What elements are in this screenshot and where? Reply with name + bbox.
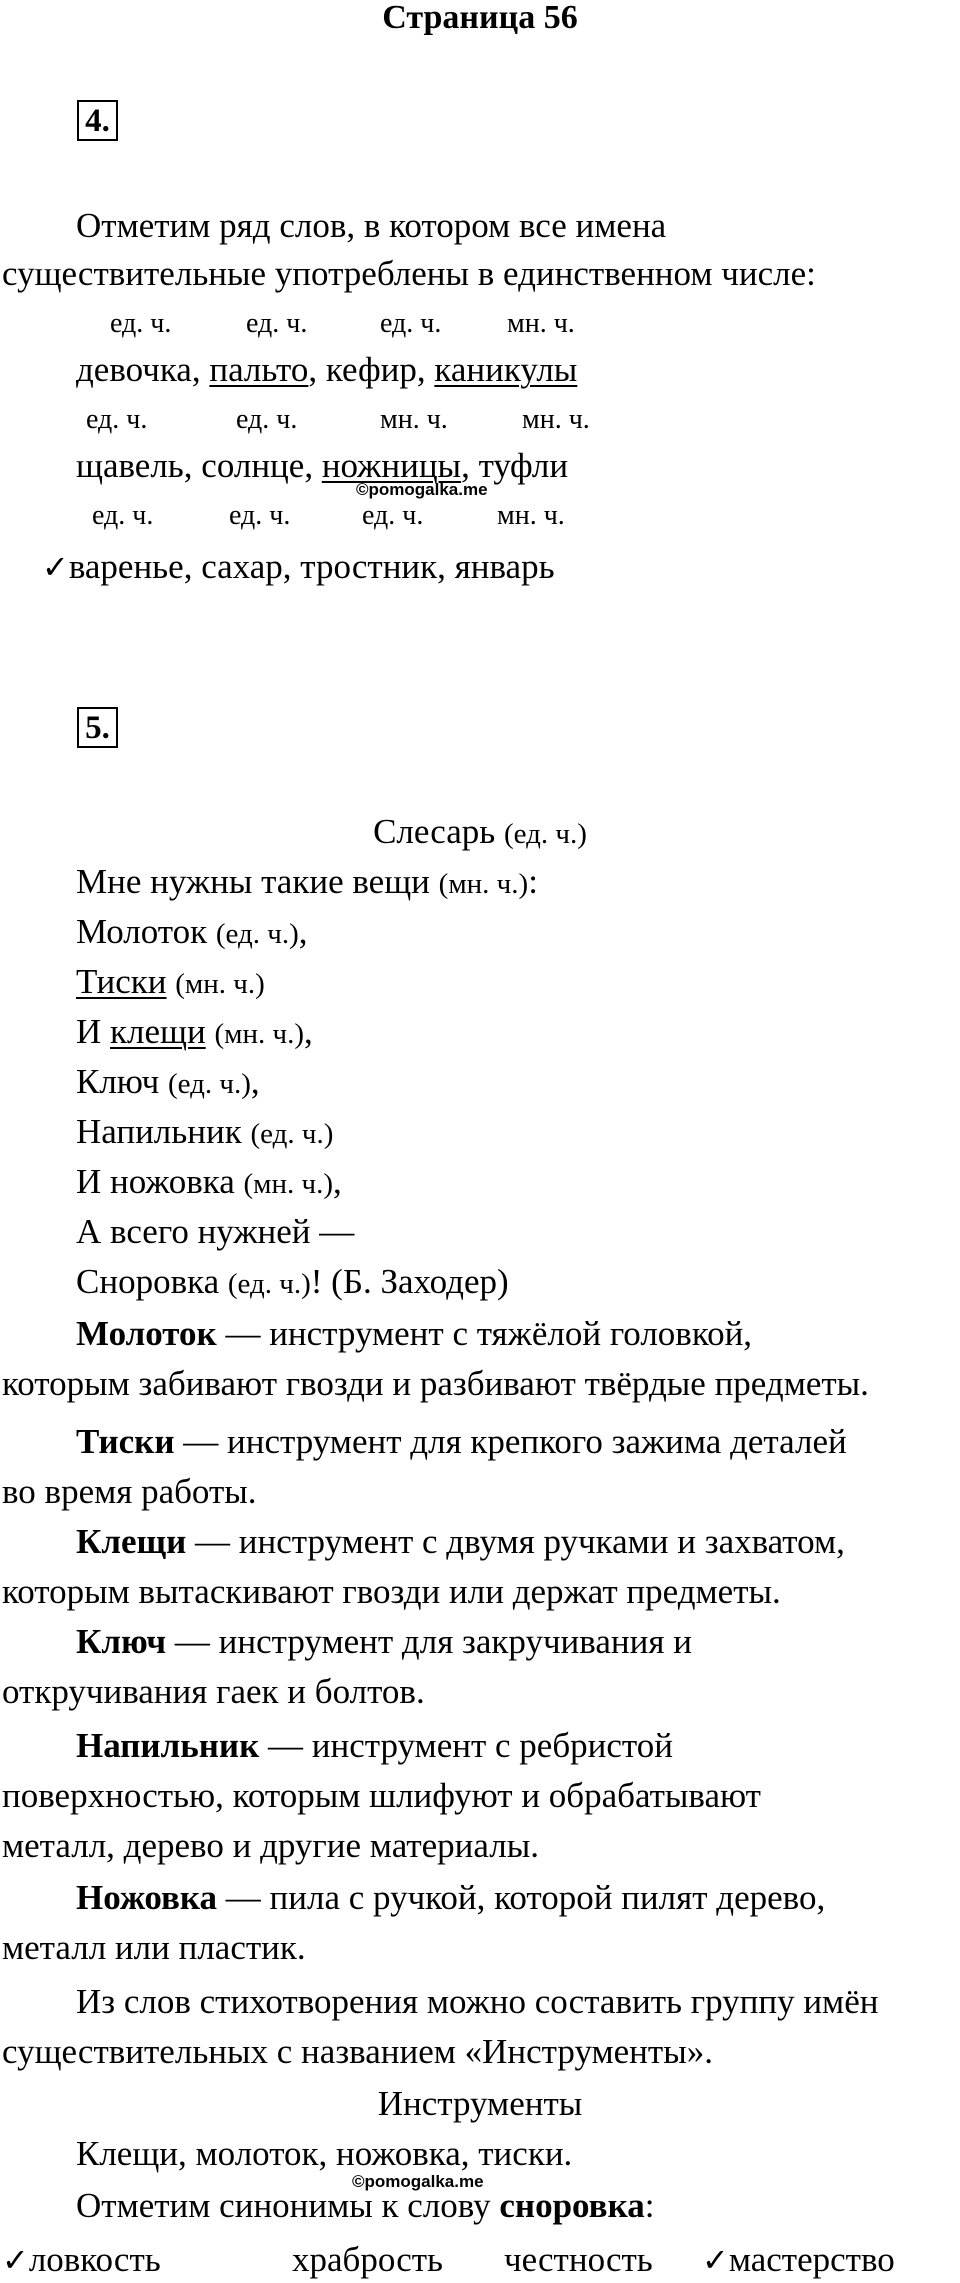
watermark: ©pomogalka.me bbox=[352, 2172, 484, 2191]
option: честность bbox=[504, 2240, 653, 2279]
word: варенье bbox=[68, 547, 184, 586]
task4-row3-label-2: ед. ч. bbox=[229, 500, 291, 531]
poem-line-7: И ножовка (мн. ч.), bbox=[76, 1162, 342, 1201]
checkmark-icon: ✓ bbox=[702, 2241, 729, 2279]
def-molotok-2: которым забивают гвозди и разбивают твёрдые предметы. bbox=[2, 1364, 869, 1403]
task4-row1: девочка, пальто, кефир, каникулы bbox=[76, 350, 578, 389]
option: храбрость bbox=[292, 2240, 444, 2279]
poem-line-3: Тиски (мн. ч.) bbox=[76, 962, 265, 1001]
watermark: ©pomogalka.me bbox=[356, 480, 488, 499]
def-nozhovka-1: Ножовка — пила с ручкой, которой пилят дерево, bbox=[76, 1878, 826, 1917]
task4-row3-label-4: мн. ч. bbox=[497, 500, 565, 531]
def-kleshchi-1: Клещи — инструмент с двумя ручками и захватом, bbox=[76, 1522, 845, 1561]
def-tiski-2: во время работы. bbox=[2, 1472, 257, 1511]
option-checked: ✓ловкость bbox=[2, 2240, 161, 2279]
word: январь bbox=[454, 547, 555, 586]
word: кефир bbox=[325, 350, 417, 389]
group-line-1: Из слов стихотворения можно составить группу имён bbox=[76, 1982, 879, 2021]
task4-row3: ✓варенье, сахар, тростник, январь bbox=[42, 547, 555, 586]
poem-line-1: Мне нужны такие вещи (мн. ч.): bbox=[76, 862, 538, 901]
word: девочка bbox=[76, 350, 192, 389]
def-napilnik-2: поверхностью, которым шлифуют и обрабатывают bbox=[2, 1776, 761, 1815]
poem-line-6: Напильник (ед. ч.) bbox=[76, 1112, 334, 1151]
def-napilnik-1: Напильник — инструмент с ребристой bbox=[76, 1726, 673, 1765]
option-checked: ✓мастерство bbox=[702, 2240, 895, 2279]
task4-row2: щавель, солнце, ножницы, туфли bbox=[76, 446, 569, 485]
page-title: Страница 56 bbox=[382, 0, 578, 36]
task4-row1-label-2: ед. ч. bbox=[246, 308, 308, 339]
checkmark-icon: ✓ bbox=[2, 2241, 29, 2279]
checkmark-icon: ✓ bbox=[42, 548, 69, 586]
poem-line-4: И клещи (мн. ч.), bbox=[76, 1012, 313, 1051]
task4-row2-label-3: мн. ч. bbox=[380, 404, 448, 435]
def-kleshchi-2: которым вытаскивают гвозди или держат предметы. bbox=[2, 1572, 781, 1611]
word: туфли bbox=[478, 446, 569, 485]
task4-intro-line2: существительные употреблены в единственном числе: bbox=[2, 254, 816, 293]
word-underlined: каникулы bbox=[434, 350, 578, 389]
group-list: Клещи, молоток, ножовка, тиски. bbox=[76, 2134, 573, 2173]
task4-intro-line1: Отметим ряд слов, в котором все имена bbox=[76, 206, 667, 245]
poem-line-2: Молоток (ед. ч.), bbox=[76, 912, 308, 951]
def-molotok-1: Молоток — инструмент с тяжёлой головкой, bbox=[76, 1314, 753, 1353]
poem-line-5: Ключ (ед. ч.), bbox=[76, 1062, 260, 1101]
poem-line-8: А всего нужней — bbox=[76, 1212, 355, 1251]
task4-row3-label-3: ед. ч. bbox=[362, 500, 424, 531]
task4-row1-label-3: ед. ч. bbox=[380, 308, 442, 339]
group-line-2: существительных с названием «Инструменты». bbox=[2, 2032, 713, 2071]
poem-title: Слесарь (ед. ч.) bbox=[373, 812, 587, 851]
def-klyuch-1: Ключ — инструмент для закручивания и bbox=[76, 1622, 692, 1661]
def-klyuch-2: откручивания гаек и болтов. bbox=[2, 1672, 425, 1711]
word: солнце bbox=[201, 446, 305, 485]
word: щавель bbox=[76, 446, 184, 485]
def-nozhovka-2: металл или пластик. bbox=[2, 1928, 306, 1967]
group-title: Инструменты bbox=[377, 2084, 583, 2123]
task4-row2-label-1: ед. ч. bbox=[86, 404, 148, 435]
task-number-4: 4. bbox=[77, 100, 118, 141]
def-napilnik-3: металл, дерево и другие материалы. bbox=[2, 1826, 539, 1865]
def-tiski-1: Тиски — инструмент для крепкого зажима деталей bbox=[76, 1422, 847, 1461]
task4-row1-label-4: мн. ч. bbox=[507, 308, 575, 339]
word-underlined: ножницы bbox=[321, 446, 462, 485]
synonym-question: Отметим синонимы к слову сноровка: bbox=[76, 2186, 655, 2225]
poem-line-9: Сноровка (ед. ч.)! (Б. Заходер) bbox=[76, 1262, 509, 1301]
task-number-5: 5. bbox=[77, 707, 118, 748]
task4-row2-label-4: мн. ч. bbox=[522, 404, 590, 435]
task4-row2-label-2: ед. ч. bbox=[236, 404, 298, 435]
word-underlined: пальто bbox=[209, 350, 309, 389]
word: тростник bbox=[300, 547, 438, 586]
task4-row3-label-1: ед. ч. bbox=[92, 500, 154, 531]
word: сахар bbox=[201, 547, 283, 586]
task4-row1-label-1: ед. ч. bbox=[110, 308, 172, 339]
